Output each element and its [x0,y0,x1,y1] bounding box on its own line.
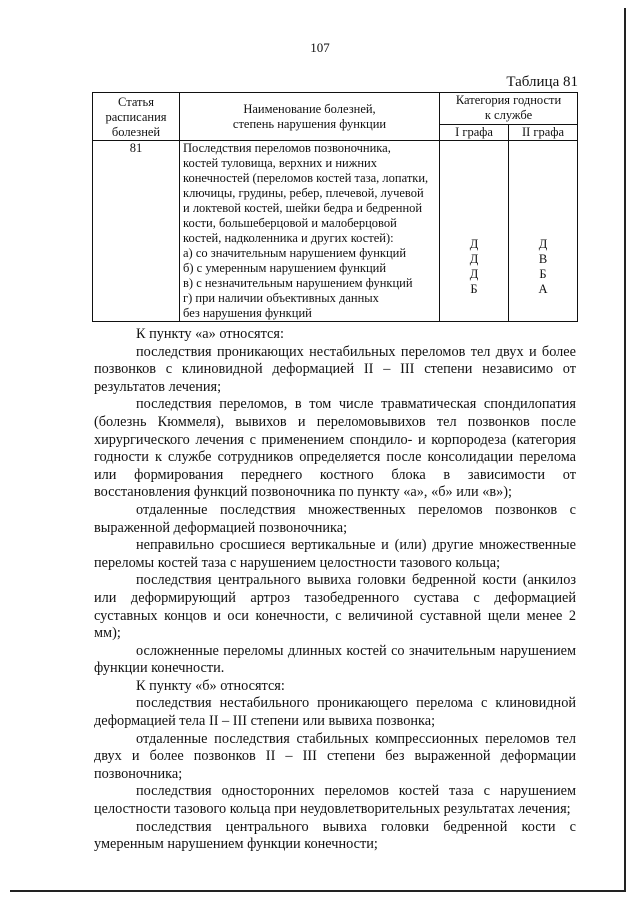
cell-col2: Д В Б А [509,141,578,322]
cell-col1: Д Д Д Б [440,141,509,322]
header-category: Категория годности к службе [440,93,578,125]
cell-article: 81 [93,141,180,322]
disease-table [92,92,578,322]
paragraph: последствия нестабильного проникающего перелома с клиновидной деформацией тела II – III степени или вывиха позвонка; [94,695,576,730]
header-col2: II графа [509,124,578,140]
header-col1: I графа [440,124,509,140]
paragraph: К пункту «б» относятся: [136,677,285,694]
paragraph: последствия центрального вывиха головки бедренной кости с умеренным нарушением функции конечности; [94,818,576,853]
paragraph: последствия проникающих нестабильных переломов тел двух и более позвонков с клиновидной деформацией II – III степени независимо от результатов лечения; [94,343,576,395]
paragraph: последствия односторонних переломов костей таза с нарушением целостности тазового кольца при неудовлетворительных результатах лечения; [94,783,576,818]
paragraph: осложненные переломы длинных костей со значительным нарушением функции конечности. [94,642,576,677]
paragraph: неправильно сросшиеся вертикальные и (или) другие множественные переломы костей таза с нарушением целостности тазового кольца; [94,537,576,571]
paragraph: последствия центрального вывиха головки бедренной кости (анкилоз или деформирующий артроз тазобедренного сустава с деформацией суставных концов и оси конечности, с величиной суставной щели менее 2 мм); [94,572,576,642]
paragraph: К пункту «а» относятся: [136,326,284,342]
paragraph: последствия переломов, в том числе травматическая спондилопатия (болезнь Кюммеля), вывихов и переломовывихов тел позвонков после хирургического лечения с применением спондило- и корпородеза (категория годности к службе сотрудников определяется после консолидации перелома или формирования переднего костного блока в зависимости от восстановления функций позвоночника по пункту «а», «б» или «в»); [94,396,576,501]
header-article: Статья расписания болезней [93,93,180,141]
body-text [94,326,576,854]
paragraph: отдаленные последствия множественных переломов позвонков с выраженной деформацией позвоночника; [94,501,576,536]
header-name: Наименование болезней, степень нарушения функции [180,93,440,141]
paragraph: отдаленные последствия стабильных компрессионных переломов тел двух и более позвонков II – III степени без выраженной деформации позвоночника; [94,730,576,782]
table-title: Таблица 81 [506,74,578,90]
cell-name: Последствия переломов позвоночника, костей туловища, верхних и нижних конечностей (переломов костей таза, лопатки, ключицы, грудины, ребер, плечевой, лучевой и локтевой костей, шейки бедра и бедренной кости, большеберцовой и малоберцовой костей, надколенника и других костей): а) со значительным нарушением функций б) с умеренным нарушением функций в) с незначительным нарушением функций г) при наличии объективных данных без нарушения функций [180,141,440,322]
page-number: 107 [310,40,330,55]
